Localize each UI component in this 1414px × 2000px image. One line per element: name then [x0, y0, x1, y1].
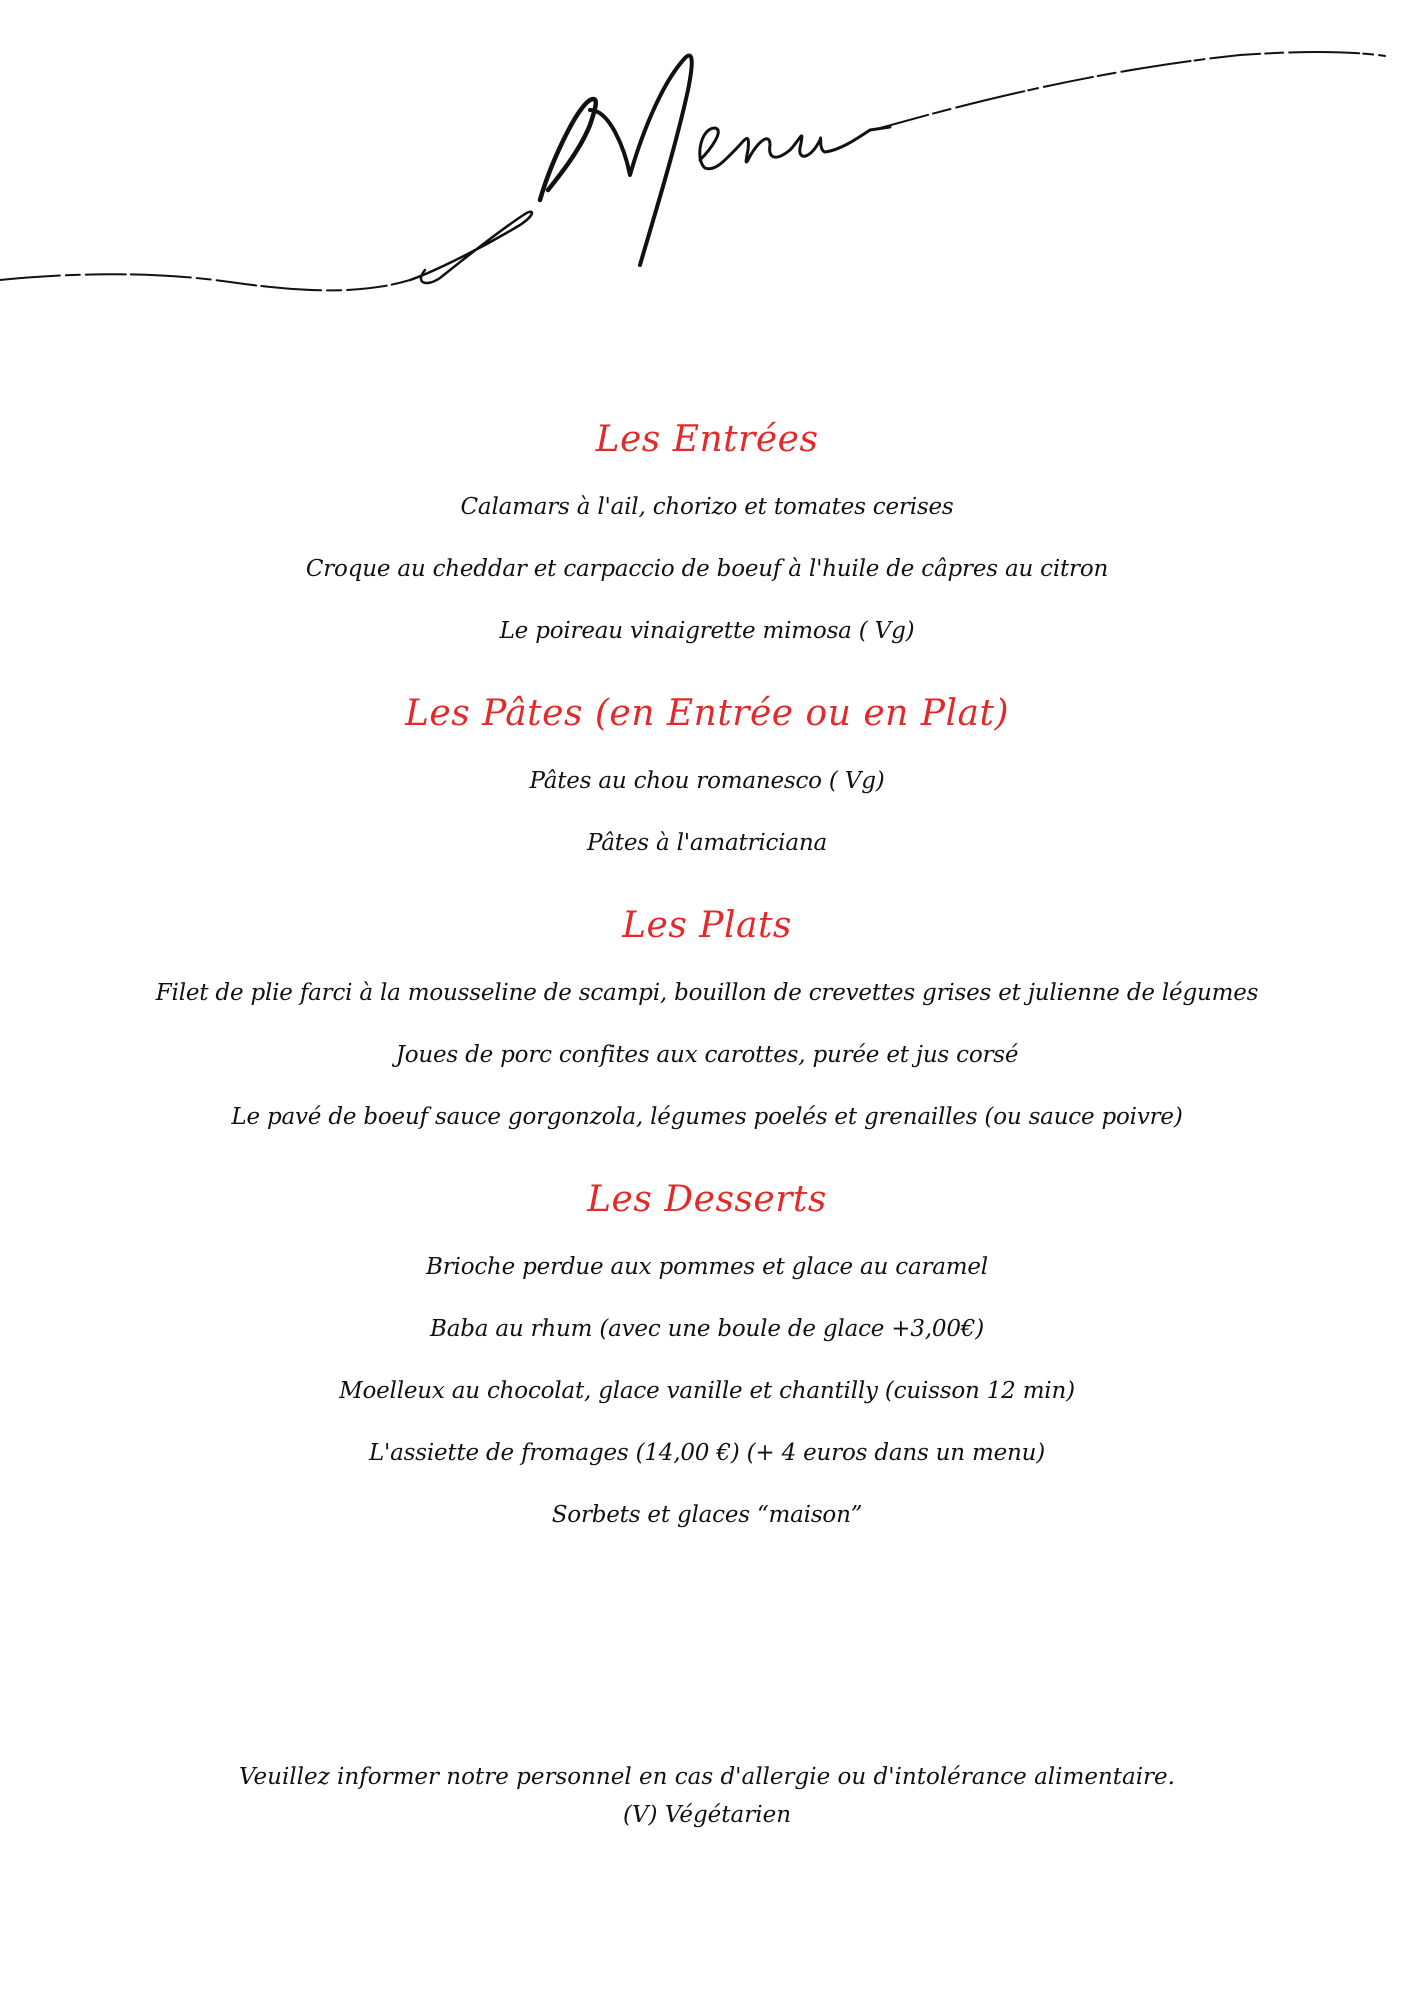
dish-list-entrees [0, 476, 1414, 662]
section-plats [0, 890, 1414, 1148]
diet-legend: (V) Végétarien [622, 1802, 792, 1828]
dish-list-plats [0, 962, 1414, 1148]
dish-item: Brioche perdue aux pommes et glace au caramel [426, 1254, 988, 1280]
section-pates [0, 678, 1414, 874]
dish-list-desserts [0, 1236, 1414, 1546]
section-title-pates: Les Pâtes (en Entrée ou en Plat) [404, 693, 1009, 734]
dish-list-pates [0, 750, 1414, 874]
dish-item: Joues de porc confites aux carottes, purée et jus corsé [395, 1042, 1019, 1068]
dish-item: Calamars à l'ail, chorizo et tomates cerises [460, 494, 954, 520]
dish-item: Sorbets et glaces “maison” [551, 1502, 863, 1528]
section-title-desserts: Les Desserts [587, 1179, 827, 1220]
dish-item: Filet de plie farci à la mousseline de scampi, bouillon de crevettes grises et julienne de légumes [155, 980, 1259, 1006]
menu-title-calligraphy [0, 0, 1414, 330]
dish-item: Le pavé de boeuf sauce gorgonzola, légumes poelés et grenailles (ou sauce poivre) [231, 1104, 1183, 1130]
swash-left [0, 274, 410, 290]
dish-item: Moelleux au chocolat, glace vanille et chantilly (cuisson 12 min) [339, 1378, 1075, 1404]
dish-item: Pâtes à l'amatriciana [587, 830, 827, 856]
menu-body [0, 404, 1414, 1562]
dish-item: Pâtes au chou romanesco ( Vg) [529, 768, 885, 794]
section-desserts [0, 1164, 1414, 1546]
dish-item: Croque au cheddar et carpaccio de boeuf à l'huile de câpres au citron [305, 556, 1109, 582]
swash-right [880, 52, 1385, 128]
allergy-note: Veuillez informer notre personnel en cas d'allergie ou d'intolérance alimentaire. [239, 1764, 1175, 1790]
section-title-plats: Les Plats [622, 905, 792, 946]
section-entrees [0, 404, 1414, 662]
title-lettering [410, 56, 890, 284]
dish-item: Baba au rhum (avec une boule de glace +3,00€) [430, 1316, 984, 1342]
menu-header [0, 0, 1414, 330]
menu-footer [0, 1758, 1414, 1834]
section-title-entrees: Les Entrées [595, 419, 819, 460]
dish-item: Le poireau vinaigrette mimosa ( Vg) [499, 618, 915, 644]
dish-item: L'assiette de fromages (14,00 €) (+ 4 euros dans un menu) [368, 1440, 1046, 1466]
